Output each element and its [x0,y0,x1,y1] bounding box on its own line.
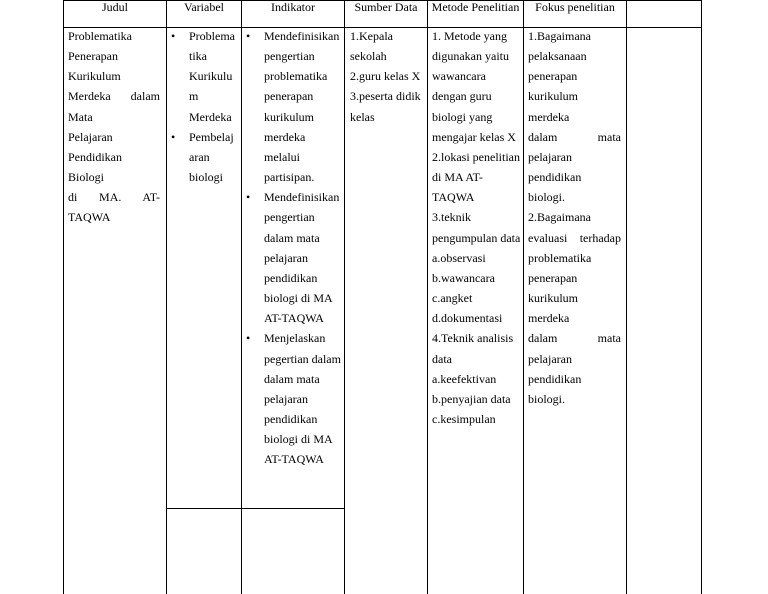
text-line: pendidikan biologi. [528,371,582,406]
text-line: Mendefinisikan [264,29,340,43]
text-line: a.observasi [432,250,486,265]
text-line: Kurikulu [189,69,233,84]
column-border-5 [427,0,428,594]
list-item [242,26,344,187]
text-line: b.penyajian data [432,391,511,406]
text-line: kurikulum merdeka [528,291,578,326]
text-line: Merdeka dalam [68,89,160,104]
text-line: melalui [264,149,300,164]
text-line: pelajaran [264,391,308,406]
text-line: pelajaran [528,149,572,164]
text-line: Menjelaskan [264,331,326,346]
text-line: Problema [189,29,235,43]
text-line: data [432,351,452,366]
header-sumber-data: Sumber Data [354,0,418,14]
text-line: pengumpulan data [432,230,521,245]
text-line: Pelajaran [68,129,113,144]
cell-indikator [242,26,344,469]
text-line: biologi di MA [264,432,333,447]
text-line: Mendefinisikan [264,190,340,205]
text-line: pendidikan [264,411,318,426]
text-line: pengertian [264,49,315,64]
text-line: kurikulum merdeka [528,89,578,124]
text-line: sekolah [350,49,387,64]
text-line: biologi yang [432,109,493,124]
text-line: Pembelaj [189,129,234,144]
text-line: problematika [528,250,592,265]
column-border-6 [523,0,524,594]
text-line: AT-TAQWA [264,452,324,467]
text-line: 3.peserta didik [350,89,421,104]
text-line: Merdeka [189,109,232,124]
text-line: 1.Bagaimana [528,29,591,43]
text-line: a.keefektivan [432,371,497,386]
text-line: penerapan [528,270,578,285]
text-line: 4.Teknik analisis [432,331,514,346]
text-line: aran [189,149,210,164]
text-line: Problematika [68,29,132,43]
text-line: pegertian dalam [264,351,341,366]
text-line: pengertian [264,210,315,225]
text-line: partisipan. [264,170,315,185]
text-line: pelaksanaan [528,49,587,64]
header-fokus-penelitian: Fokus penelitian [535,0,615,14]
bullet-icon: • [246,331,251,346]
cell-fokus-penelitian [528,26,621,409]
text-line: 2.guru kelas X [350,69,421,84]
header-judul: Judul [101,0,128,14]
cell-sumber-data [350,26,424,127]
text-line: m [189,89,199,104]
text-line: TAQWA [432,190,475,205]
list-item [167,26,241,127]
text-line: penerapan [528,69,578,84]
text-line: kurikulum [264,109,314,124]
header-variabel: Variabel [184,0,224,14]
text-line: wawancara [432,69,486,84]
text-line: biologi [189,170,224,185]
text-line: 1. Metode yang [432,29,507,43]
text-line: Pendidikan Biologi [68,149,122,185]
text-line: pendidikan biologi. [528,170,582,205]
list-item [167,127,241,187]
text-line: d.dokumentasi [432,311,503,326]
text-line: dalam mata [528,129,621,144]
header-indikator: Indikator [271,0,315,14]
text-line: Mata [68,109,93,124]
list-item [242,187,344,328]
text-line: 2.Bagaimana [528,210,591,225]
text-line: mengajar kelas X [432,129,516,144]
inner-cell-divider [166,508,344,509]
text-line: merdeka [264,129,306,144]
list-item [242,328,344,469]
bullet-icon: • [171,29,176,43]
text-line: pelajaran [528,351,572,366]
bullet-icon: • [171,129,176,144]
text-line: b.wawancara [432,270,495,285]
text-line: dalam mata [264,230,320,245]
text-line: 1.Kepala [350,29,393,43]
text-line: digunakan yaitu [432,49,509,64]
text-line: penerapan [264,89,314,104]
text-line: AT-TAQWA [264,311,324,326]
text-line: 3.teknik [432,210,471,225]
text-line: evaluasi terhadap [528,230,621,245]
text-line: TAQWA [68,210,111,225]
text-line: dengan guru [432,89,492,104]
bullet-icon: • [246,190,251,205]
text-line: Kurikulum [68,69,121,84]
text-line: di MA AT- [432,170,483,185]
text-line: Penerapan [68,49,118,64]
column-border-1 [63,0,64,594]
text-line: pelajaran [264,250,308,265]
column-border-4 [344,0,345,594]
text-line: di MA. AT- [68,190,160,205]
text-line: pendidikan [264,270,318,285]
cell-metode-penelitian [432,26,522,429]
text-line: problematika [264,69,328,84]
text-line: 2.lokasi penelitian [432,149,520,164]
text-line: dalam mata [264,371,320,386]
column-border-8 [701,0,702,594]
cell-judul [68,26,160,228]
text-line: biologi di MA [264,291,333,306]
text-line: c.angket [432,291,473,306]
text-line: c.kesimpulan [432,411,496,426]
text-line: tika [189,49,207,64]
header-metode-penelitian: Metode Penelitian [431,0,520,14]
bullet-icon: • [246,29,251,43]
column-border-7 [626,0,627,594]
cell-variabel [167,26,241,187]
text-line: dalam mata [528,331,621,346]
text-line: kelas [350,109,375,124]
